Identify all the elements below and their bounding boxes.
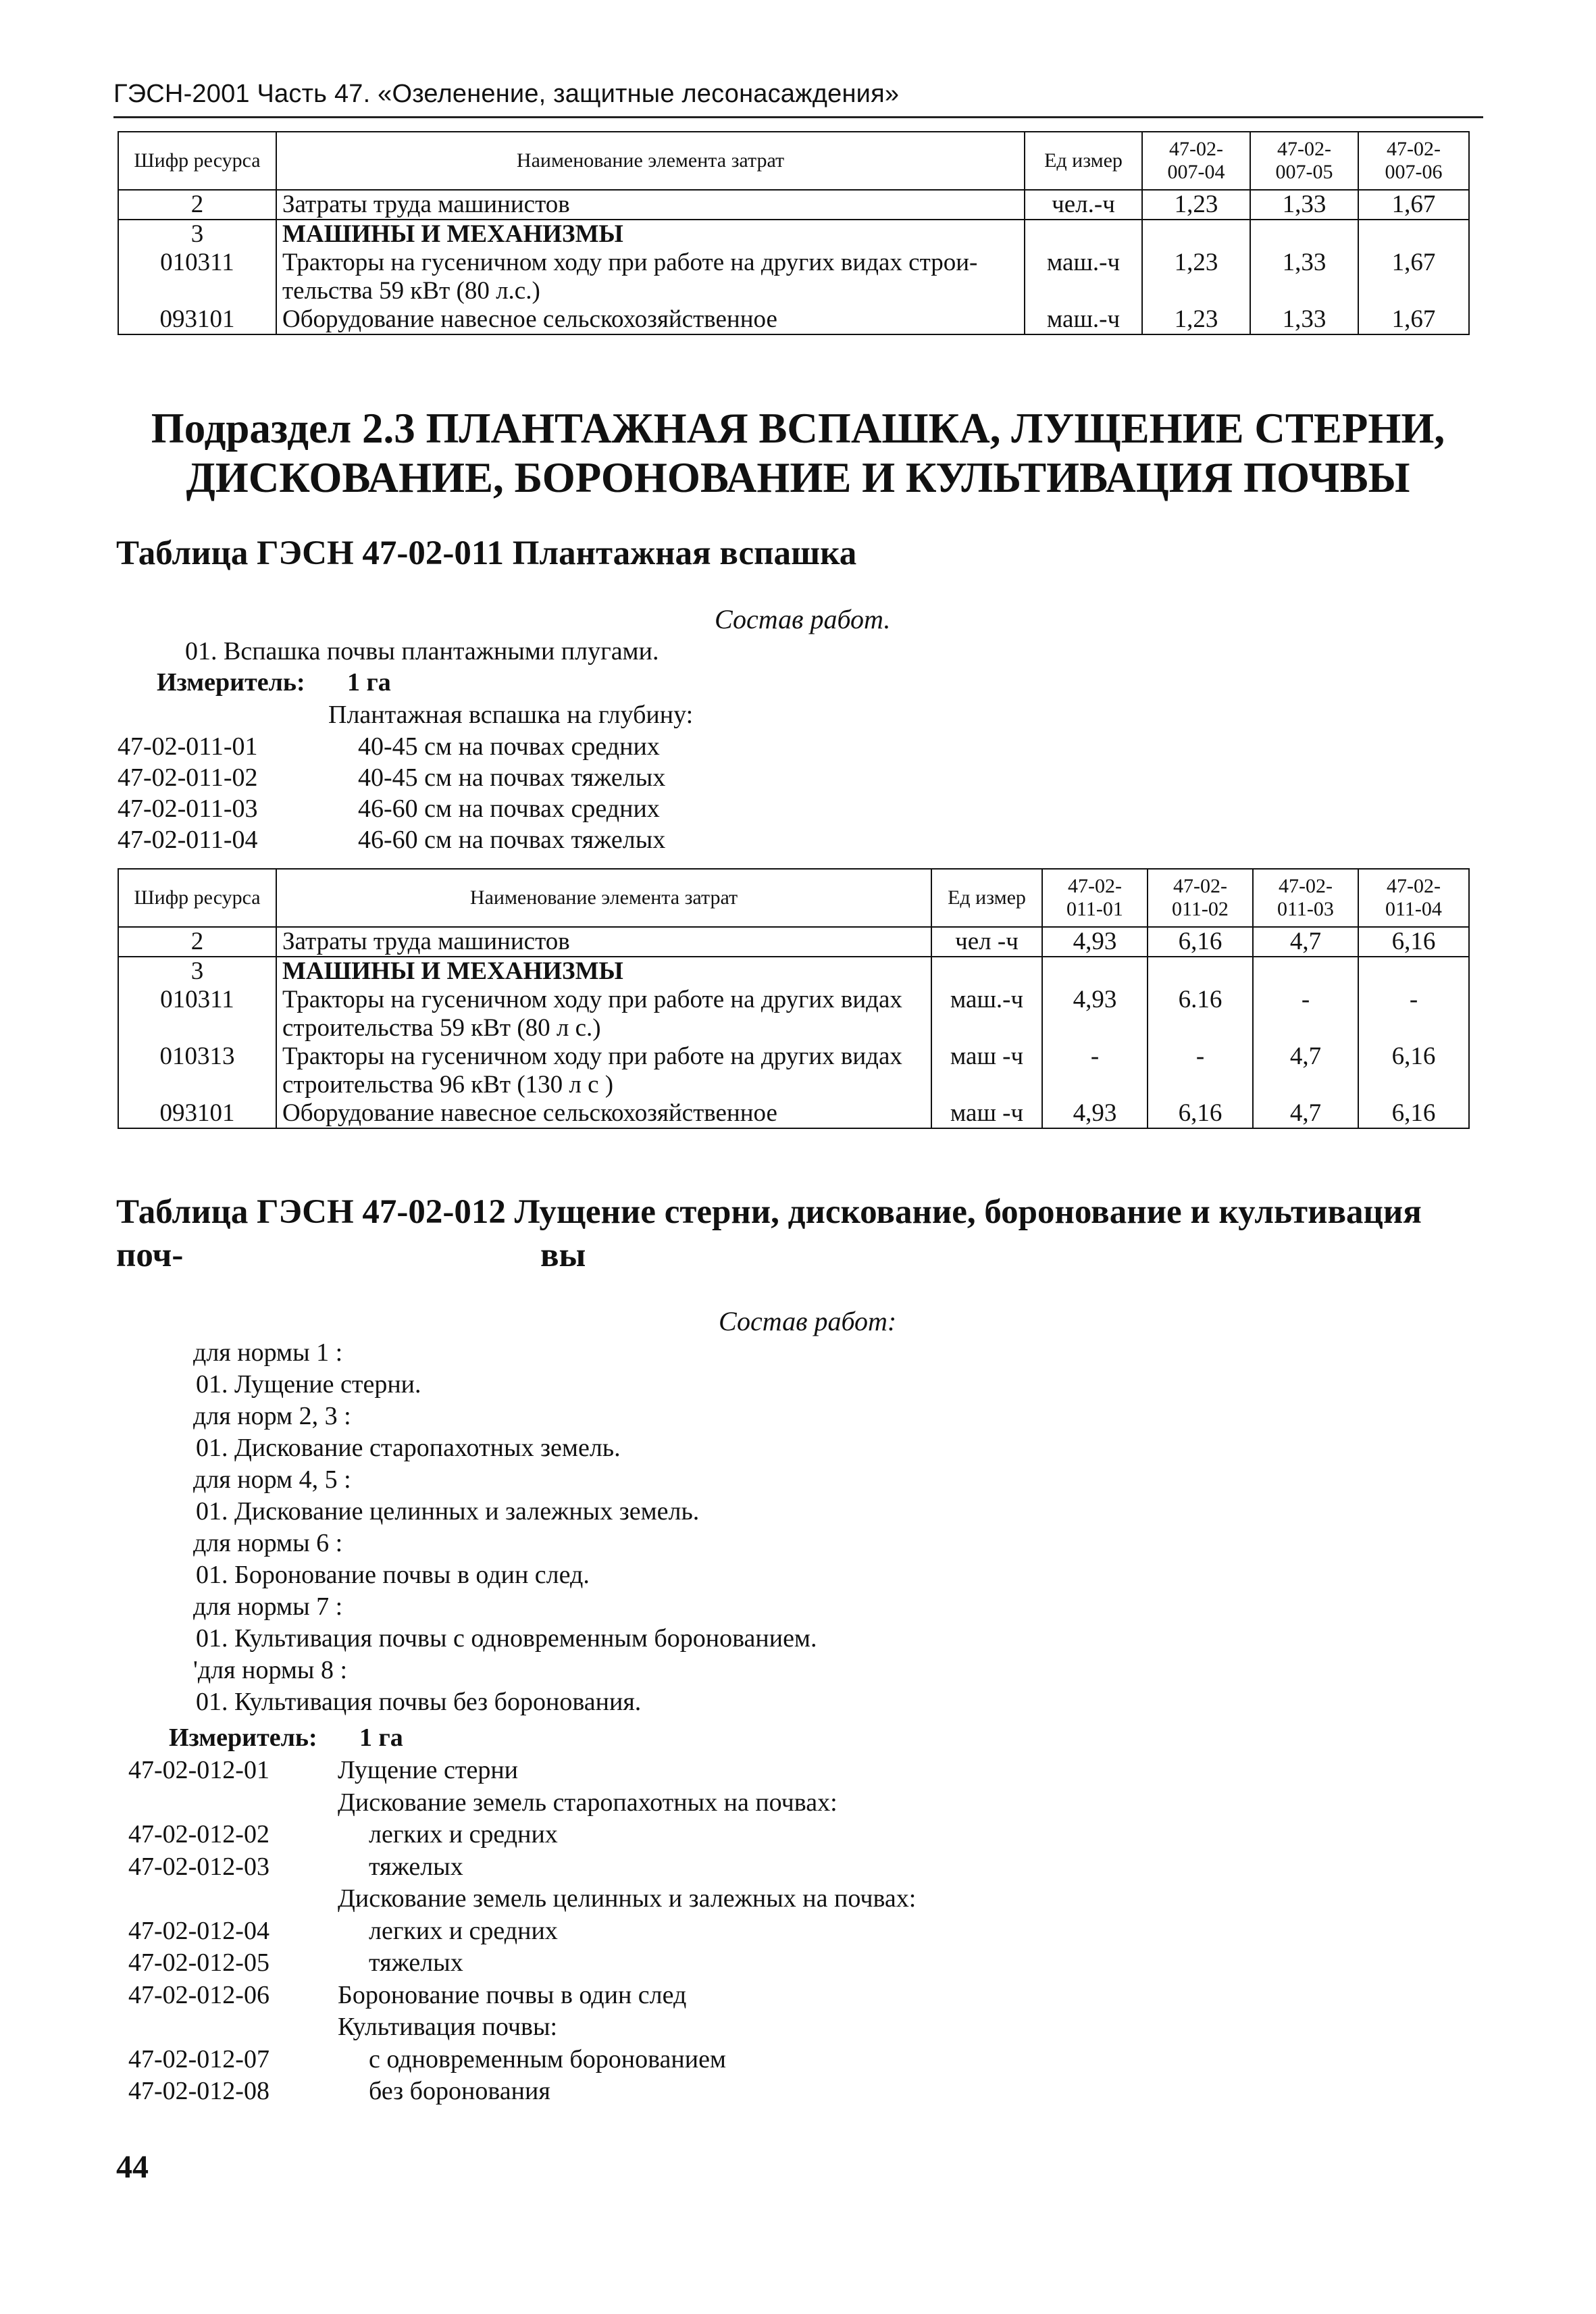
norm-code: 47-02-011-03 bbox=[118, 795, 258, 823]
work-item: 01. Культивация почвы с одновременным боронованием. bbox=[196, 1624, 817, 1653]
resource-code: 093101 bbox=[118, 305, 276, 334]
value-cell bbox=[1142, 220, 1250, 249]
resource-table-011 bbox=[118, 868, 1470, 1129]
norm-description: 40-45 см на почвах средних bbox=[358, 732, 660, 761]
table-row bbox=[118, 305, 1469, 334]
column-header: 47-02- 007-04 bbox=[1142, 132, 1250, 190]
resource-code: 2 bbox=[118, 190, 276, 220]
value-cell: 1,33 bbox=[1250, 190, 1358, 220]
table-row bbox=[118, 249, 1469, 305]
column-header: Ед измер bbox=[1025, 132, 1142, 190]
norm-description: Боронование почвы в один след bbox=[338, 1980, 687, 2009]
composition-label-011: Состав работ. bbox=[715, 604, 891, 634]
running-header: ГЭСН-2001 Часть 47. «Озеленение, защитные лесонасаждения» bbox=[113, 80, 900, 108]
norm-applicability-label: для нормы 1 : bbox=[193, 1338, 343, 1367]
norm-code: 47-02-012-06 bbox=[128, 1980, 269, 2009]
norm-code: 47-02-012-03 bbox=[128, 1852, 269, 1881]
section-title-line-2: ДИСКОВАНИЕ, БОРОНОВАНИЕ И КУЛЬТИВАЦИЯ ПОЧВЫ bbox=[186, 454, 1410, 501]
table-row bbox=[118, 957, 1469, 986]
unit-cell: маш.-ч bbox=[1025, 305, 1142, 334]
value-cell: 6.16 bbox=[1148, 986, 1253, 1042]
norm-code: 47-02-012-02 bbox=[128, 1820, 269, 1848]
norm-code: 47-02-012-07 bbox=[128, 2044, 269, 2073]
norm-description: Культивация почвы: bbox=[338, 2013, 558, 2041]
value-cell: - bbox=[1148, 1042, 1253, 1099]
work-item: 01. Дискование целинных и залежных земель. bbox=[196, 1497, 700, 1526]
column-header: Ед измер bbox=[931, 869, 1042, 927]
value-cell: 6,16 bbox=[1148, 1099, 1253, 1128]
measure-label-012: Измеритель: bbox=[169, 1724, 317, 1752]
resource-code: 3 bbox=[118, 957, 276, 986]
measure-label-011: Измеритель: bbox=[157, 668, 305, 697]
norm-applicability-label: для нормы 7 : bbox=[193, 1592, 343, 1621]
table-012-title-line-2: вы bbox=[540, 1236, 586, 1274]
header-rule bbox=[113, 116, 1483, 118]
column-header: 47-02- 011-03 bbox=[1253, 869, 1358, 927]
value-cell: 1,67 bbox=[1358, 190, 1469, 220]
value-cell: 1,67 bbox=[1358, 249, 1469, 305]
value-cell: - bbox=[1042, 1042, 1148, 1099]
value-cell bbox=[1042, 957, 1148, 986]
resource-code: 010311 bbox=[118, 249, 276, 305]
norm-description: легких и средних bbox=[369, 1916, 558, 1945]
value-cell: - bbox=[1253, 986, 1358, 1042]
section-title-line-1: Подраздел 2.3 ПЛАНТАЖНАЯ ВСПАШКА, ЛУЩЕНИЕ СТЕРНИ, bbox=[151, 405, 1445, 452]
measure-value-012: 1 га bbox=[359, 1724, 403, 1752]
table-012-title-line-1: Таблица ГЭСН 47-02-012 Лущение стерни, дискование, боронование и культивация поч- bbox=[116, 1193, 1422, 1274]
column-header: 47-02- 011-02 bbox=[1148, 869, 1253, 927]
norm-code: 47-02-012-05 bbox=[128, 1948, 269, 1977]
work-item: 01. Дискование старопахотных земель. bbox=[196, 1434, 621, 1462]
value-cell: - bbox=[1358, 986, 1469, 1042]
table-row bbox=[118, 190, 1469, 220]
unit-cell: маш -ч bbox=[931, 1042, 1042, 1099]
norm-applicability-label: для нормы 6 : bbox=[193, 1529, 343, 1557]
norm-code: 47-02-011-01 bbox=[118, 732, 258, 761]
work-item: 01. Боронование почвы в один след. bbox=[196, 1561, 590, 1589]
value-cell: 1,33 bbox=[1250, 249, 1358, 305]
value-cell: 4,7 bbox=[1253, 1099, 1358, 1128]
resource-code: 010311 bbox=[118, 986, 276, 1042]
value-cell: 1,23 bbox=[1142, 190, 1250, 220]
cost-element-name: МАШИНЫ И МЕХАНИЗМЫ bbox=[276, 220, 1025, 249]
unit-cell bbox=[1025, 220, 1142, 249]
work-item-011: 01. Вспашка почвы плантажными плугами. bbox=[185, 637, 659, 665]
value-cell: 1,23 bbox=[1142, 305, 1250, 334]
norm-description: тяжелых bbox=[369, 1852, 463, 1881]
value-cell: 6,16 bbox=[1358, 1042, 1469, 1099]
measure-value-011: 1 га bbox=[347, 668, 391, 697]
norm-code: 47-02-011-02 bbox=[118, 763, 258, 792]
page-number: 44 bbox=[116, 2149, 149, 2185]
column-header: Наименование элемента затрат bbox=[276, 132, 1025, 190]
unit-cell: маш -ч bbox=[931, 1099, 1042, 1128]
table-row bbox=[118, 1099, 1469, 1128]
unit-cell: чел -ч bbox=[931, 927, 1042, 957]
value-cell bbox=[1148, 957, 1253, 986]
norm-description: Лущение стерни bbox=[338, 1756, 519, 1784]
column-header: 47-02- 011-04 bbox=[1358, 869, 1469, 927]
table-row bbox=[118, 986, 1469, 1042]
value-cell: 1,33 bbox=[1250, 305, 1358, 334]
norm-description: 40-45 см на почвах тяжелых bbox=[358, 763, 666, 792]
resource-code: 093101 bbox=[118, 1099, 276, 1128]
value-cell: 6,16 bbox=[1358, 927, 1469, 957]
value-cell bbox=[1358, 957, 1469, 986]
column-header: 47-02- 011-01 bbox=[1042, 869, 1148, 927]
value-cell bbox=[1250, 220, 1358, 249]
resource-code: 010313 bbox=[118, 1042, 276, 1099]
cost-element-name: Оборудование навесное сельскохозяйственное bbox=[276, 1099, 931, 1128]
norm-code: 47-02-012-01 bbox=[128, 1756, 269, 1784]
value-cell: 4,7 bbox=[1253, 927, 1358, 957]
table-row bbox=[118, 220, 1469, 249]
cost-element-name: МАШИНЫ И МЕХАНИЗМЫ bbox=[276, 957, 931, 986]
value-cell: 4,93 bbox=[1042, 986, 1148, 1042]
value-cell: 6,16 bbox=[1358, 1099, 1469, 1128]
value-cell: 4,93 bbox=[1042, 1099, 1148, 1128]
table-row bbox=[118, 927, 1469, 957]
cost-element-name: Затраты труда машинистов bbox=[276, 927, 931, 957]
norm-description: без боронования bbox=[369, 2077, 550, 2105]
value-cell bbox=[1358, 220, 1469, 249]
norm-description: Дискование земель целинных и залежных на почвах: bbox=[338, 1884, 917, 1913]
norm-code: 47-02-011-04 bbox=[118, 826, 258, 854]
resource-code: 3 bbox=[118, 220, 276, 249]
cost-element-name: Тракторы на гусеничном ходу при работе на других видах строительства 96 кВт (130 л с ) bbox=[276, 1042, 931, 1099]
norm-code: 47-02-012-08 bbox=[128, 2077, 269, 2105]
work-item: 01. Культивация почвы без боронования. bbox=[196, 1688, 642, 1716]
column-header: 47-02- 007-06 bbox=[1358, 132, 1469, 190]
column-header: Наименование элемента затрат bbox=[276, 869, 931, 927]
norm-description: легких и средних bbox=[369, 1820, 558, 1848]
norm-description: с одновременным боронованием bbox=[369, 2044, 726, 2073]
value-cell: 4,7 bbox=[1253, 1042, 1358, 1099]
column-header: 47-02- 007-05 bbox=[1250, 132, 1358, 190]
norm-applicability-label: 'для нормы 8 : bbox=[193, 1656, 348, 1684]
unit-cell bbox=[931, 957, 1042, 986]
norm-description: тяжелых bbox=[369, 1948, 463, 1977]
unit-cell: маш.-ч bbox=[1025, 249, 1142, 305]
norm-group-011: Плантажная вспашка на глубину: bbox=[328, 701, 694, 729]
resource-table-007 bbox=[118, 131, 1470, 335]
value-cell: 1,23 bbox=[1142, 249, 1250, 305]
norm-applicability-label: для норм 4, 5 : bbox=[193, 1465, 351, 1494]
cost-element-name: Тракторы на гусеничном ходу при работе на других видах строительства 59 кВт (80 л с.) bbox=[276, 986, 931, 1042]
norm-code: 47-02-012-04 bbox=[128, 1916, 269, 1945]
value-cell: 6,16 bbox=[1148, 927, 1253, 957]
cost-element-name: Затраты труда машинистов bbox=[276, 190, 1025, 220]
work-item: 01. Лущение стерни. bbox=[196, 1370, 421, 1399]
norm-description: Дискование земель старопахотных на почвах: bbox=[338, 1788, 838, 1817]
cost-element-name: Тракторы на гусеничном ходу при работе на других видах строи- тельства 59 кВт (80 л.с.) bbox=[276, 249, 1025, 305]
cost-element-name: Оборудование навесное сельскохозяйственное bbox=[276, 305, 1025, 334]
value-cell: 1,67 bbox=[1358, 305, 1469, 334]
column-header: Шифр ресурса bbox=[118, 132, 276, 190]
value-cell: 4,93 bbox=[1042, 927, 1148, 957]
value-cell bbox=[1253, 957, 1358, 986]
norm-description: 46-60 см на почвах средних bbox=[358, 795, 660, 823]
norm-description: 46-60 см на почвах тяжелых bbox=[358, 826, 666, 854]
table-row bbox=[118, 1042, 1469, 1099]
resource-code: 2 bbox=[118, 927, 276, 957]
unit-cell: чел.-ч bbox=[1025, 190, 1142, 220]
table-011-title: Таблица ГЭСН 47-02-011 Плантажная вспашка bbox=[116, 534, 857, 572]
norm-applicability-label: для норм 2, 3 : bbox=[193, 1402, 351, 1430]
column-header: Шифр ресурса bbox=[118, 869, 276, 927]
unit-cell: маш.-ч bbox=[931, 986, 1042, 1042]
composition-label-012: Состав работ: bbox=[719, 1306, 897, 1336]
